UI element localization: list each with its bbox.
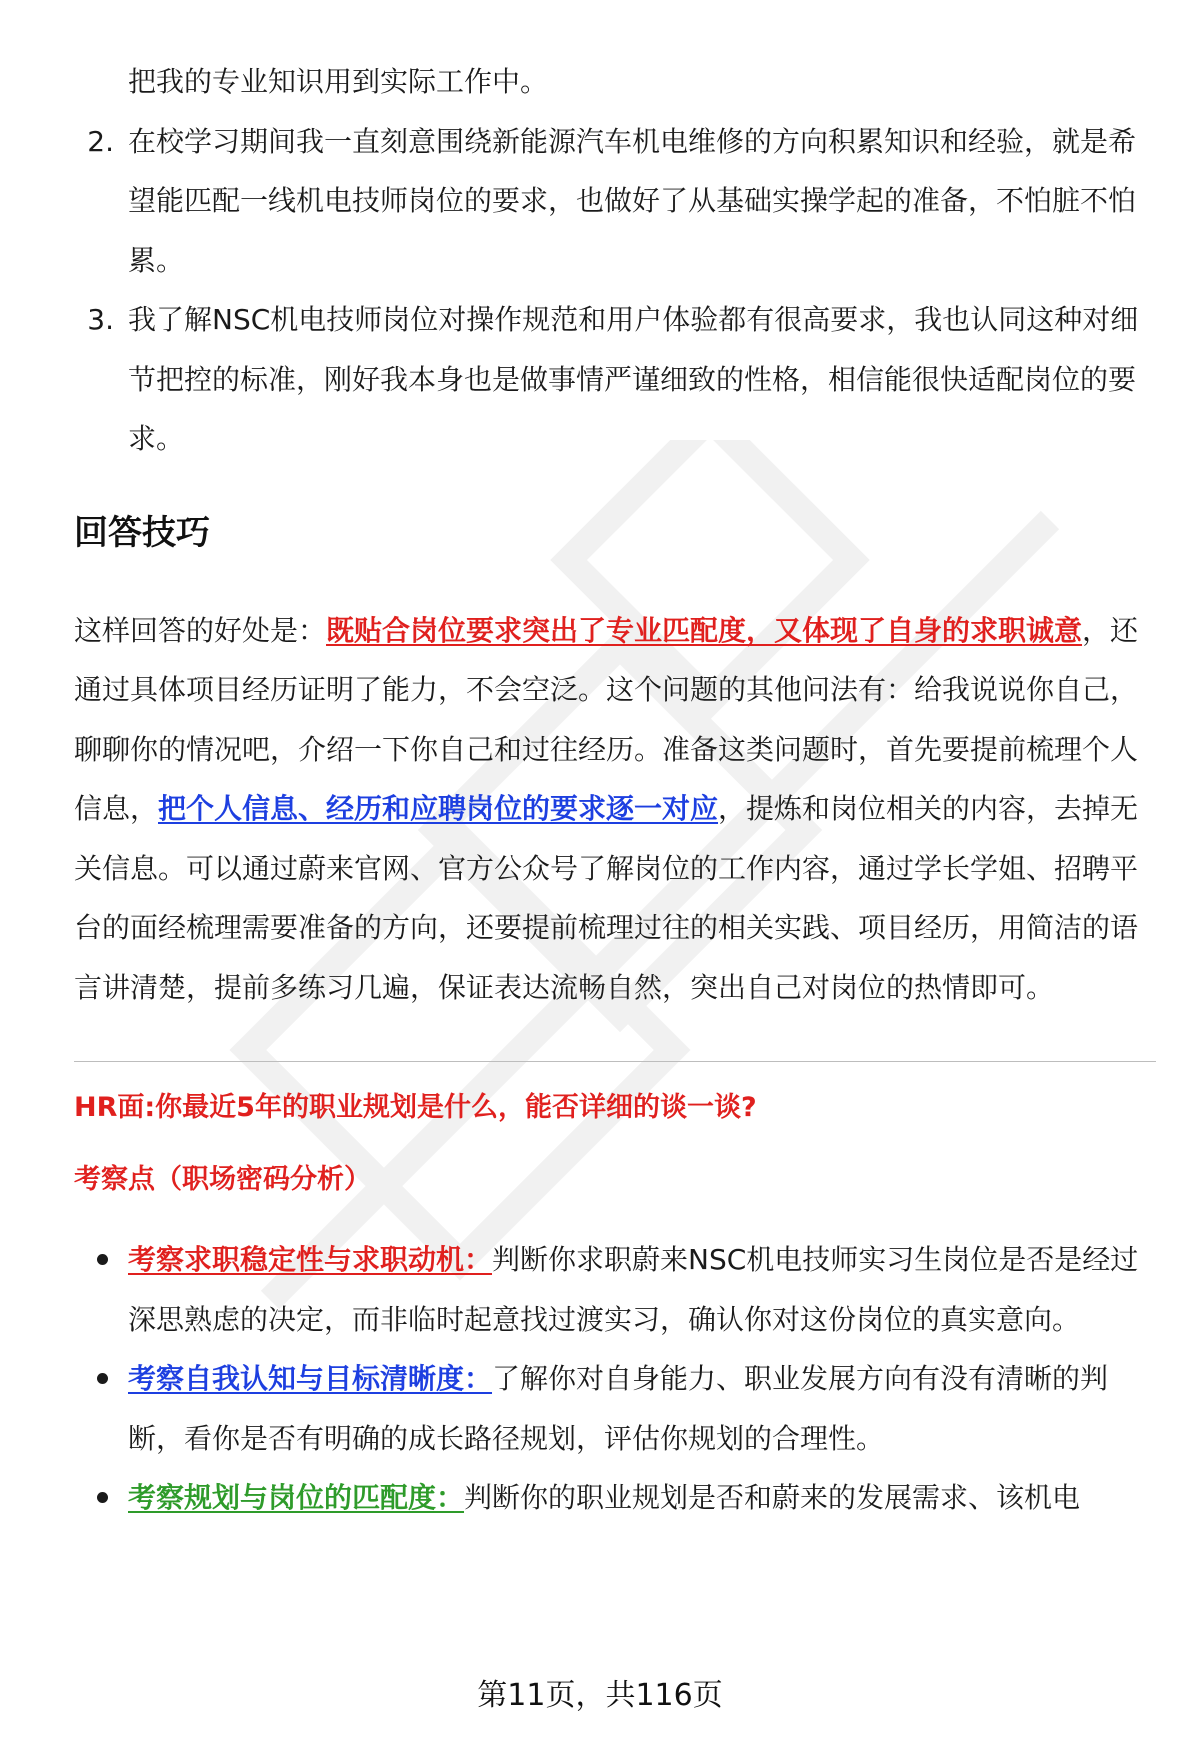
- tips-text-3: ，提炼和岗位相关的内容，去掉无关信息。可以通过蔚来官网、官方公众号了解岗位的工作内容，通过学长学姐、招聘平台的面经梳理需要准备的方向，还要提前梳理过往的相关实践、项目经历，用简洁的语言讲清楚，提前多练习几遍，保证表达流畅自然，突出自己对岗位的热情即可。: [74, 792, 1139, 1004]
- bullet-text: 判断你的职业规划是否和蔚来的发展需求、该机电: [464, 1481, 1081, 1514]
- bullet-list: [74, 1230, 1144, 1528]
- tips-paragraph: [74, 601, 1144, 1018]
- list-marker: 2.: [87, 124, 114, 158]
- list-marker: 3.: [87, 303, 114, 336]
- section-heading: 回答技巧: [74, 512, 210, 553]
- bullet-text: 判断你求职蔚来NSC机电技师实习生岗位是否是经过深思熟虑的决定，而非临时起意找过渡实习，确认你对这份岗位的真实意向。: [128, 1243, 1139, 1336]
- question-title: HR面:你最近5年的职业规划是什么，能否详细的谈一谈?: [74, 1092, 757, 1123]
- tips-text-2: ，还通过具体项目经历证明了能力，不会空泛。这个问题的其他问法有：给我说说你自己，聊聊你的情况吧，介绍一下你自己和过往经历。准备这类问题时，首先要提前梳理个人信息，: [74, 613, 1139, 825]
- page-number: 第11页，共116页: [477, 1678, 723, 1713]
- bullet-label-blue: 考察自我认知与目标清晰度：: [128, 1362, 493, 1395]
- bullet-item: [128, 1468, 1144, 1528]
- numbered-list: [74, 112, 1144, 469]
- question-subtitle: 考察点（职场密码分析）: [74, 1164, 371, 1195]
- highlight-blue: 把个人信息、经历和应聘岗位的要求逐一对应: [158, 792, 719, 825]
- bullet-item: [128, 1230, 1144, 1349]
- highlight-red: 既贴合岗位要求突出了专业匹配度，又体现了自身的求职诚意: [326, 613, 1083, 647]
- bullet-icon: [97, 1492, 108, 1503]
- bullet-label-green: 考察规划与岗位的匹配度：: [128, 1481, 465, 1514]
- bullet-icon: [97, 1373, 108, 1384]
- bullet-text: 了解你对自身能力、职业发展方向有没有清晰的判断，看你是否有明确的成长路径规划，评估你规划的合理性。: [128, 1362, 1109, 1455]
- list-item: [87, 290, 1144, 469]
- bullet-item: [128, 1349, 1144, 1468]
- list-item: [87, 112, 1144, 291]
- main-content: [74, 52, 1144, 1528]
- list-continuation: 把我的专业知识用到实际工作中。: [128, 65, 549, 98]
- tips-text-1: 这样回答的好处是：: [74, 613, 327, 647]
- list-item-text: 在校学习期间我一直刻意围绕新能源汽车机电维修的方向积累知识和经验，就是希望能匹配一线机电技师岗位的要求，也做好了从基础实操学起的准备，不怕脏不怕累。: [128, 124, 1137, 277]
- bullet-label-red: 考察求职稳定性与求职动机：: [128, 1243, 493, 1276]
- section-divider: [74, 1061, 1156, 1062]
- list-item-text: 我了解NSC机电技师岗位对操作规范和用户体验都有很高要求，我也认同这种对细节把控的标准，刚好我本身也是做事情严谨细致的性格，相信能很快适配岗位的要求。: [128, 303, 1139, 455]
- bullet-icon: [97, 1254, 108, 1265]
